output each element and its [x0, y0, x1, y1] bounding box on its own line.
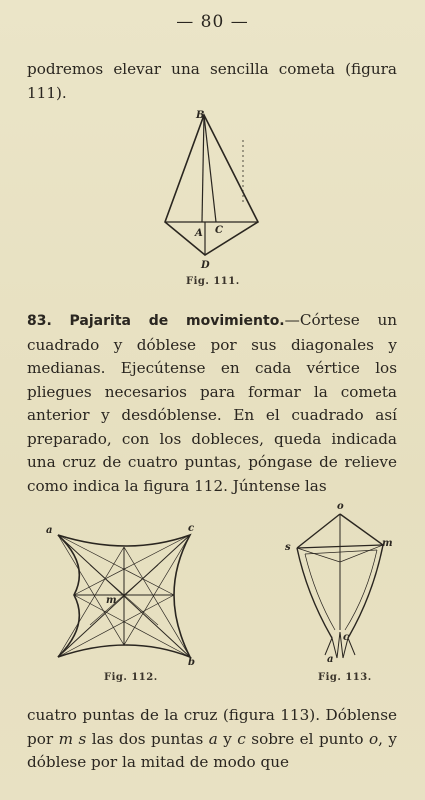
p3-part5: , y dóblese por la mitad de modo que	[27, 729, 397, 771]
fig112-label-a: a	[46, 525, 53, 536]
paragraph-1: podremos elevar una sencilla cometa (figura 111).	[27, 60, 397, 102]
cross-fold-7	[74, 535, 190, 595]
fig112-label-m: m	[106, 595, 117, 606]
fig113-label-c: c	[343, 632, 350, 643]
section-number: 83.	[27, 313, 52, 329]
var-s: s	[78, 729, 87, 748]
fig113-label-a: a	[327, 654, 334, 665]
figure-113-caption: Fig. 113.	[318, 672, 372, 683]
var-a: a	[208, 729, 218, 748]
fig112-label-b: b	[188, 657, 195, 668]
bird-left-wing	[297, 514, 340, 548]
figure-112-caption: Fig. 112.	[104, 672, 158, 683]
kite-left-spine	[202, 115, 204, 222]
page-number: — 80 —	[176, 12, 249, 32]
var-c: c	[237, 729, 246, 748]
p3-part2: las dos puntas	[86, 729, 209, 748]
p3-part4: sobre el punto	[245, 729, 369, 748]
fig111-label-top: B	[196, 110, 205, 121]
section-heading: Pajarita de movimiento.	[69, 313, 285, 329]
var-o: o	[368, 729, 379, 748]
fig112-label-c: c	[188, 523, 195, 534]
bird-right-body	[348, 545, 383, 638]
paragraph-2	[27, 309, 397, 498]
section-body: —Córtese un cuadrado y dóblese por sus diagonales y medianas. Ejecútense en cada vértice los pliegues necesarios para formar la cometa anterior y desdóblense. En el cuadrado así preparado, con los dobleces, queda indicada una cruz de cuatro puntas, póngase de relieve como indica la figura 112. Júntense las	[27, 311, 398, 495]
p3-part3: y	[217, 729, 238, 748]
p3-part1: cuatro puntas de la cruz (figura 113). Dóblense por	[27, 706, 397, 748]
figure-111-caption: Fig. 111.	[186, 276, 240, 287]
figure-112-cross	[46, 523, 210, 668]
fig113-label-o: o	[337, 501, 344, 512]
bird-right-wing	[340, 514, 383, 545]
bird-inner-right	[345, 550, 377, 630]
var-m: m	[58, 729, 73, 748]
fig113-label-m: m	[382, 538, 393, 549]
kite-right-spine	[204, 115, 216, 222]
cross-fold-2	[124, 535, 190, 645]
fig113-label-s: s	[285, 542, 291, 553]
cross-fold-1	[58, 535, 124, 645]
fig111-label-bottom: D	[201, 260, 210, 271]
fig111-label-left: A	[195, 228, 203, 239]
figure-113-bird	[285, 500, 395, 665]
cross-fold-4	[124, 547, 190, 657]
fig111-label-right: C	[215, 225, 223, 236]
bird-side-line-1	[297, 548, 340, 562]
bird-left-body	[297, 548, 332, 638]
paragraph-3	[27, 704, 397, 775]
figure-111-kite	[160, 105, 260, 270]
